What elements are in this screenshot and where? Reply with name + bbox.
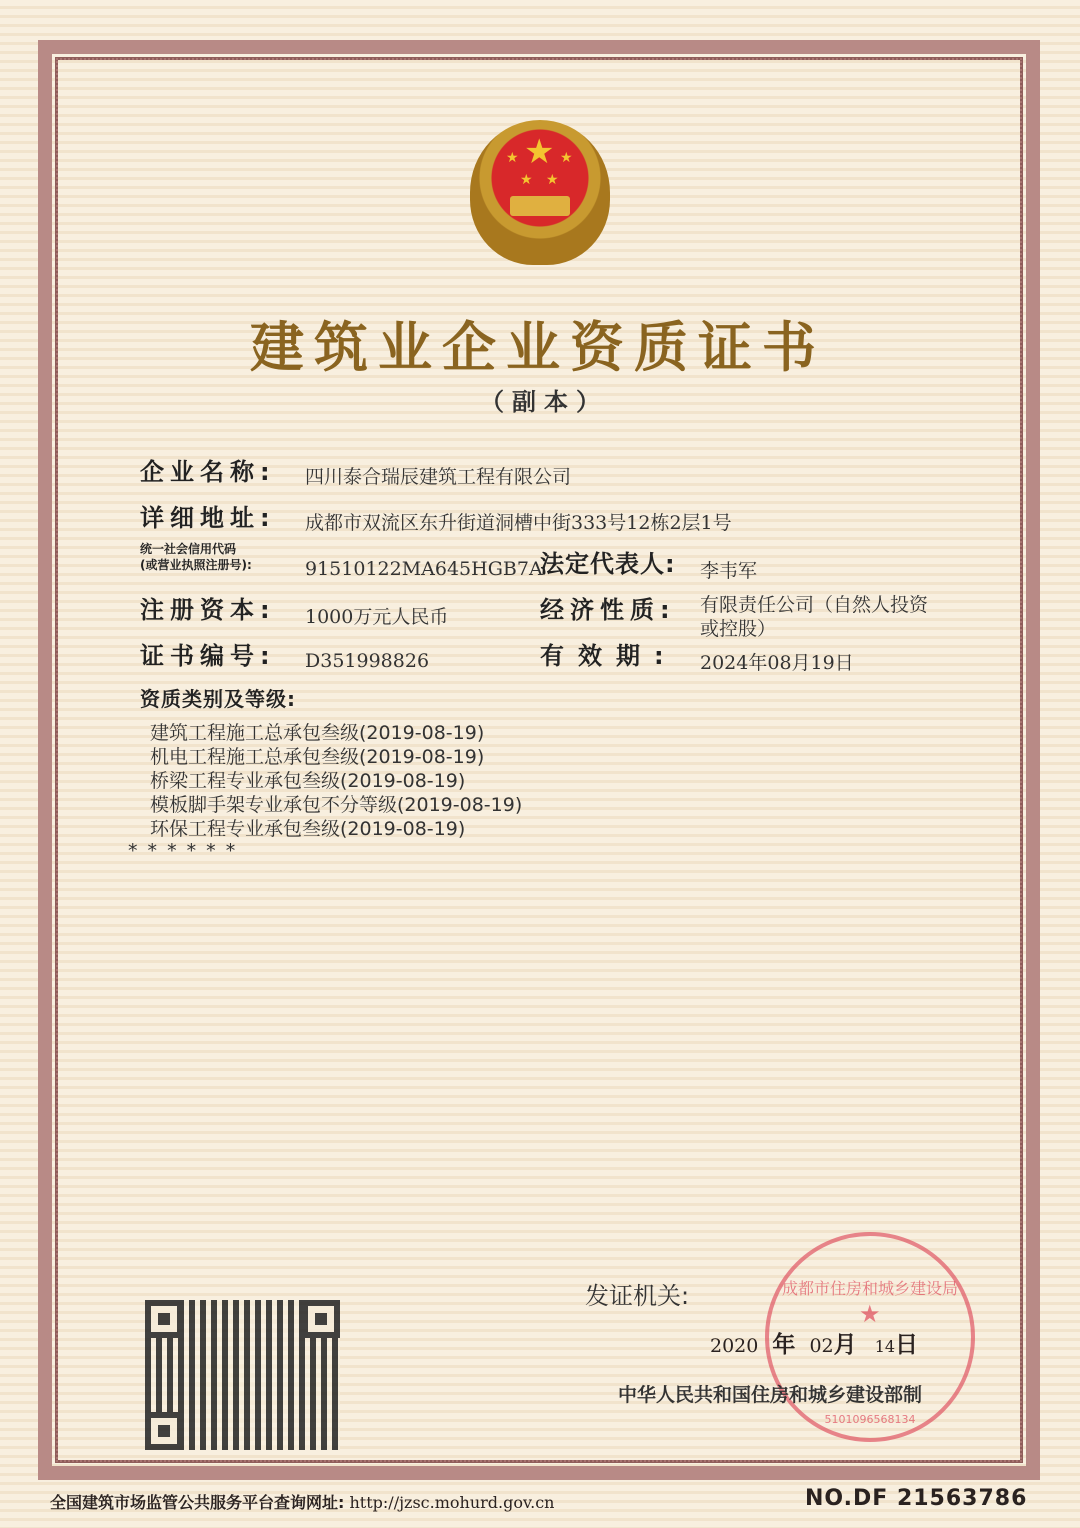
nature-value-2: 或控股）	[700, 618, 777, 640]
qualifications-end-marks: * * * * * *	[128, 840, 238, 862]
certificate-title: 建筑业企业资质证书	[250, 315, 826, 379]
national-emblem-icon: ★ ★ ★ ★ ★	[470, 120, 610, 265]
cert-no-value: D351998826	[305, 650, 430, 672]
issue-date	[710, 1326, 918, 1359]
serial-number: NO.DF 21563786	[805, 1486, 1028, 1511]
qualification-item: 建筑工程施工总承包叁级(2019-08-19)	[150, 722, 485, 744]
legal-rep-value: 李韦军	[700, 560, 758, 582]
capital-label: 注册资本:	[140, 596, 276, 624]
month-unit: 月	[833, 1332, 857, 1358]
issuer-label: 发证机关:	[585, 1282, 690, 1310]
valid-label: 有效期:	[540, 642, 678, 670]
credit-code-label-1: 统一社会信用代码	[140, 542, 237, 556]
seal-star-icon: ★	[859, 1300, 881, 1328]
company-name-label: 企业名称:	[140, 458, 276, 486]
cert-no-label: 证书编号:	[140, 642, 276, 670]
qualifications-label: 资质类别及等级:	[140, 687, 296, 711]
query-url[interactable]: http://jzsc.mohurd.gov.cn	[349, 1493, 555, 1512]
qr-code[interactable]	[145, 1300, 340, 1450]
address-label: 详细地址:	[140, 504, 276, 532]
legal-rep-label: 法定代表人:	[540, 550, 676, 578]
credit-code-label-2: (或营业执照注册号):	[140, 558, 252, 572]
issuing-ministry: 中华人民共和国住房和城乡建设部制	[618, 1384, 923, 1406]
year-unit: 年	[772, 1332, 796, 1358]
seal-number: 5101096568134	[824, 1413, 916, 1426]
nature-label: 经济性质:	[540, 596, 676, 624]
certificate-subtitle: （副本）	[480, 388, 608, 416]
issue-year: 2020	[710, 1335, 759, 1357]
footer-query	[50, 1490, 554, 1513]
company-name-value: 四川泰合瑞辰建筑工程有限公司	[305, 466, 572, 488]
qualification-item: 桥梁工程专业承包叁级(2019-08-19)	[150, 770, 466, 792]
issue-month: 02	[809, 1335, 834, 1357]
qualification-item: 环保工程专业承包叁级(2019-08-19)	[150, 818, 466, 840]
credit-code-value: 91510122MA645HGB7A	[305, 558, 543, 580]
query-label: 全国建筑市场监管公共服务平台查询网址:	[50, 1493, 345, 1512]
day-unit: 日	[895, 1332, 919, 1358]
address-value: 成都市双流区东升街道洞槽中街333号12栋2层1号	[305, 512, 732, 534]
nature-value-1: 有限责任公司（自然人投资	[700, 594, 929, 616]
qualification-item: 机电工程施工总承包叁级(2019-08-19)	[150, 746, 485, 768]
valid-value: 2024年08月19日	[700, 652, 854, 674]
seal-text: 成都市住房和城乡建设局	[781, 1279, 958, 1298]
capital-value: 1000万元人民币	[305, 606, 449, 628]
qualification-item: 模板脚手架专业承包不分等级(2019-08-19)	[150, 794, 523, 816]
issue-day: 14	[874, 1337, 896, 1356]
